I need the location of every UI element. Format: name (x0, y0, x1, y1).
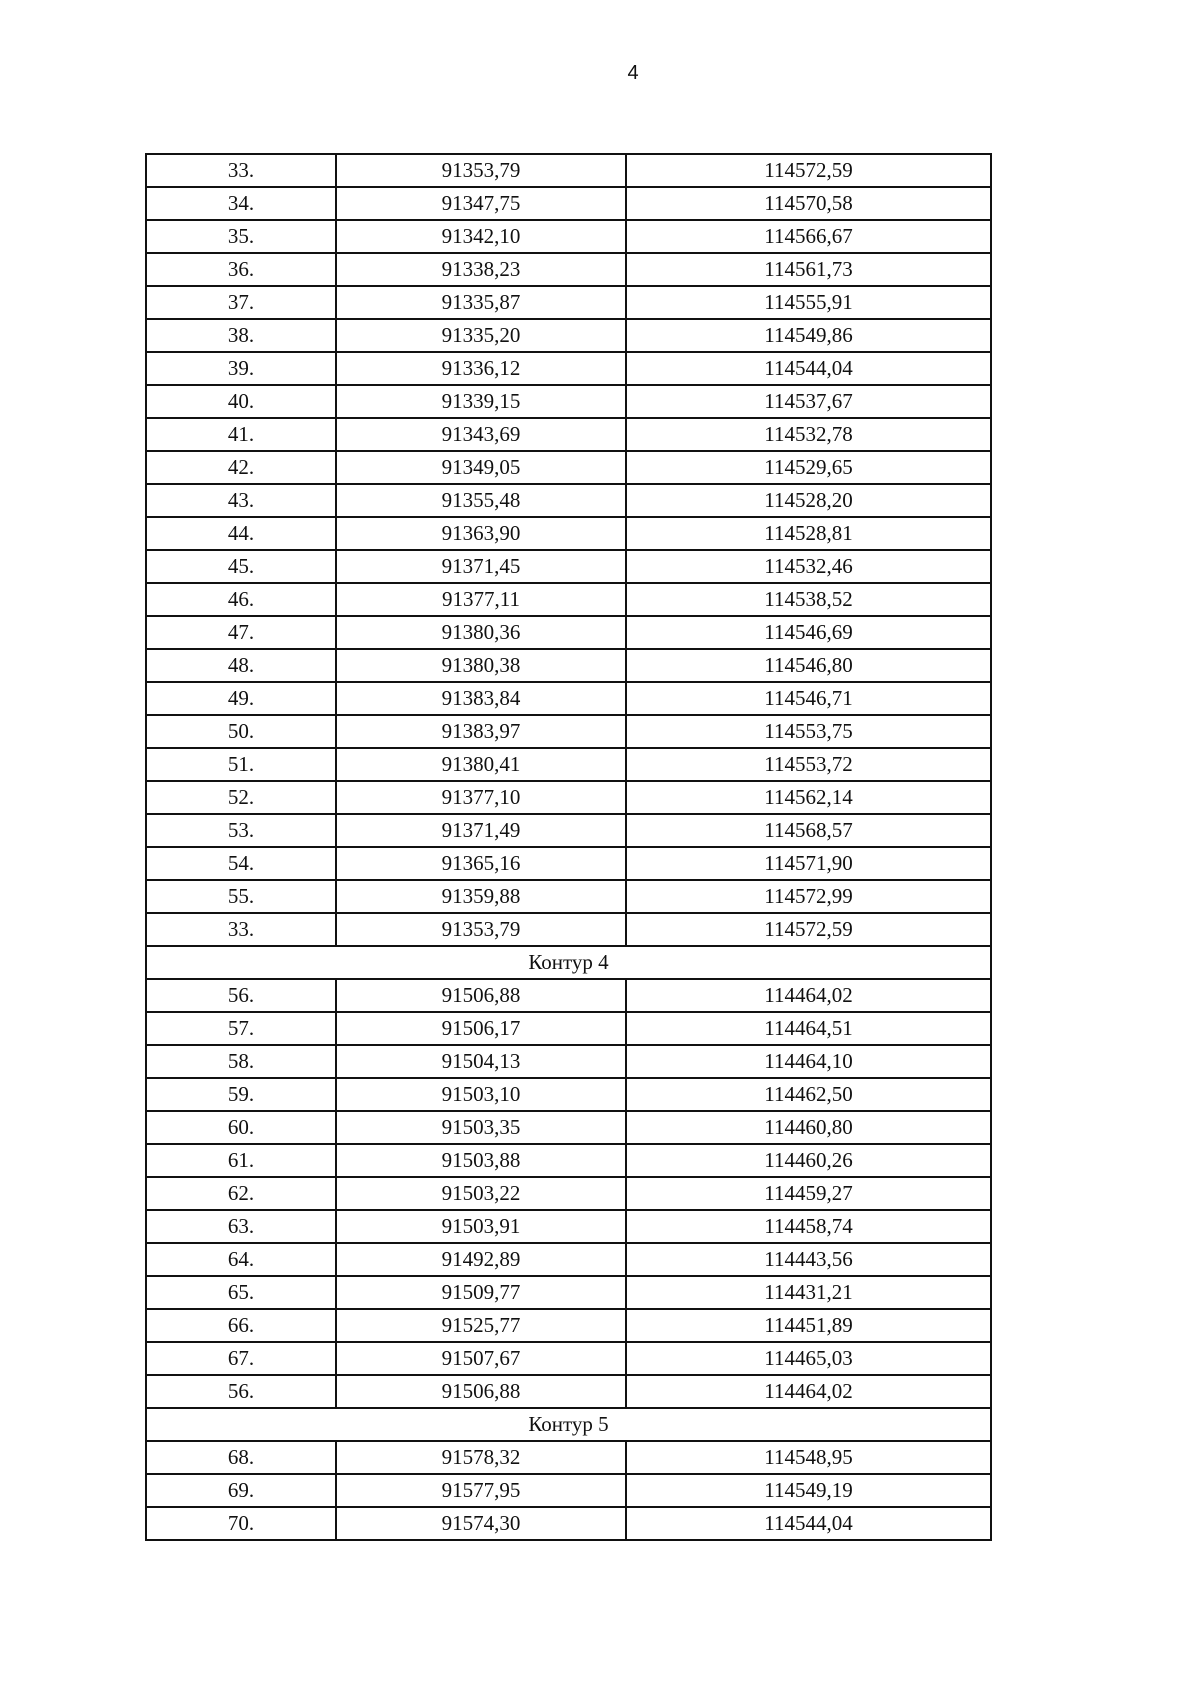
x-coordinate-cell: 91359,88 (336, 880, 626, 913)
x-coordinate-cell: 91503,22 (336, 1177, 626, 1210)
point-number-cell: 45. (146, 550, 336, 583)
point-number-cell: 64. (146, 1243, 336, 1276)
point-number-cell: 35. (146, 220, 336, 253)
table-row (146, 187, 991, 220)
point-number-cell: 60. (146, 1111, 336, 1144)
point-number-cell: 65. (146, 1276, 336, 1309)
y-coordinate-cell: 114572,59 (626, 154, 991, 187)
table-row (146, 1276, 991, 1309)
point-number-cell: 61. (146, 1144, 336, 1177)
point-number-cell: 50. (146, 715, 336, 748)
x-coordinate-cell: 91363,90 (336, 517, 626, 550)
x-coordinate-cell: 91343,69 (336, 418, 626, 451)
table-row (146, 1474, 991, 1507)
y-coordinate-cell: 114571,90 (626, 847, 991, 880)
point-number-cell: 44. (146, 517, 336, 550)
point-number-cell: 51. (146, 748, 336, 781)
x-coordinate-cell: 91503,10 (336, 1078, 626, 1111)
point-number-cell: 52. (146, 781, 336, 814)
y-coordinate-cell: 114528,81 (626, 517, 991, 550)
point-number-cell: 56. (146, 979, 336, 1012)
y-coordinate-cell: 114464,10 (626, 1045, 991, 1078)
point-number-cell: 49. (146, 682, 336, 715)
x-coordinate-cell: 91504,13 (336, 1045, 626, 1078)
y-coordinate-cell: 114529,65 (626, 451, 991, 484)
point-number-cell: 43. (146, 484, 336, 517)
x-coordinate-cell: 91380,38 (336, 649, 626, 682)
y-coordinate-cell: 114528,20 (626, 484, 991, 517)
coordinates-table-body (146, 154, 991, 1540)
point-number-cell: 67. (146, 1342, 336, 1375)
x-coordinate-cell: 91371,45 (336, 550, 626, 583)
section-row (146, 1408, 991, 1441)
point-number-cell: 37. (146, 286, 336, 319)
x-coordinate-cell: 91365,16 (336, 847, 626, 880)
table-row (146, 781, 991, 814)
y-coordinate-cell: 114570,58 (626, 187, 991, 220)
x-coordinate-cell: 91383,84 (336, 682, 626, 715)
y-coordinate-cell: 114532,46 (626, 550, 991, 583)
x-coordinate-cell: 91506,88 (336, 1375, 626, 1408)
x-coordinate-cell: 91509,77 (336, 1276, 626, 1309)
point-number-cell: 33. (146, 913, 336, 946)
y-coordinate-cell: 114553,75 (626, 715, 991, 748)
table-row (146, 583, 991, 616)
table-row (146, 913, 991, 946)
point-number-cell: 58. (146, 1045, 336, 1078)
point-number-cell: 34. (146, 187, 336, 220)
table-row (146, 385, 991, 418)
x-coordinate-cell: 91347,75 (336, 187, 626, 220)
y-coordinate-cell: 114462,50 (626, 1078, 991, 1111)
y-coordinate-cell: 114568,57 (626, 814, 991, 847)
point-number-cell: 47. (146, 616, 336, 649)
table-row (146, 1177, 991, 1210)
point-number-cell: 48. (146, 649, 336, 682)
table-row (146, 319, 991, 352)
table-row (146, 1144, 991, 1177)
y-coordinate-cell: 114555,91 (626, 286, 991, 319)
point-number-cell: 36. (146, 253, 336, 286)
y-coordinate-cell: 114465,03 (626, 1342, 991, 1375)
point-number-cell: 62. (146, 1177, 336, 1210)
x-coordinate-cell: 91377,11 (336, 583, 626, 616)
table-row (146, 616, 991, 649)
table-row (146, 1342, 991, 1375)
table-row (146, 1243, 991, 1276)
x-coordinate-cell: 91353,79 (336, 913, 626, 946)
table-row (146, 1012, 991, 1045)
point-number-cell: 33. (146, 154, 336, 187)
x-coordinate-cell: 91380,36 (336, 616, 626, 649)
y-coordinate-cell: 114572,59 (626, 913, 991, 946)
point-number-cell: 70. (146, 1507, 336, 1540)
table-row (146, 649, 991, 682)
point-number-cell: 46. (146, 583, 336, 616)
x-coordinate-cell: 91349,05 (336, 451, 626, 484)
x-coordinate-cell: 91338,23 (336, 253, 626, 286)
table-row (146, 1078, 991, 1111)
table-row (146, 880, 991, 913)
table-row (146, 1507, 991, 1540)
y-coordinate-cell: 114460,26 (626, 1144, 991, 1177)
table-row (146, 748, 991, 781)
point-number-cell: 40. (146, 385, 336, 418)
point-number-cell: 66. (146, 1309, 336, 1342)
y-coordinate-cell: 114532,78 (626, 418, 991, 451)
table-row (146, 1441, 991, 1474)
table-row (146, 286, 991, 319)
x-coordinate-cell: 91577,95 (336, 1474, 626, 1507)
point-number-cell: 59. (146, 1078, 336, 1111)
point-number-cell: 39. (146, 352, 336, 385)
table-row (146, 1210, 991, 1243)
y-coordinate-cell: 114546,69 (626, 616, 991, 649)
section-label: Контур 4 (146, 946, 991, 979)
x-coordinate-cell: 91574,30 (336, 1507, 626, 1540)
table-row (146, 682, 991, 715)
table-row (146, 154, 991, 187)
y-coordinate-cell: 114549,86 (626, 319, 991, 352)
point-number-cell: 38. (146, 319, 336, 352)
point-number-cell: 53. (146, 814, 336, 847)
table-row (146, 1111, 991, 1144)
point-number-cell: 57. (146, 1012, 336, 1045)
table-row (146, 418, 991, 451)
x-coordinate-cell: 91503,88 (336, 1144, 626, 1177)
table-row (146, 451, 991, 484)
x-coordinate-cell: 91503,35 (336, 1111, 626, 1144)
point-number-cell: 54. (146, 847, 336, 880)
table-row (146, 253, 991, 286)
y-coordinate-cell: 114562,14 (626, 781, 991, 814)
table-row (146, 550, 991, 583)
x-coordinate-cell: 91506,17 (336, 1012, 626, 1045)
table-row (146, 517, 991, 550)
y-coordinate-cell: 114464,02 (626, 1375, 991, 1408)
y-coordinate-cell: 114460,80 (626, 1111, 991, 1144)
y-coordinate-cell: 114544,04 (626, 1507, 991, 1540)
y-coordinate-cell: 114544,04 (626, 352, 991, 385)
section-label: Контур 5 (146, 1408, 991, 1441)
y-coordinate-cell: 114451,89 (626, 1309, 991, 1342)
y-coordinate-cell: 114546,71 (626, 682, 991, 715)
point-number-cell: 56. (146, 1375, 336, 1408)
x-coordinate-cell: 91506,88 (336, 979, 626, 1012)
x-coordinate-cell: 91336,12 (336, 352, 626, 385)
y-coordinate-cell: 114548,95 (626, 1441, 991, 1474)
table-row (146, 352, 991, 385)
y-coordinate-cell: 114459,27 (626, 1177, 991, 1210)
x-coordinate-cell: 91342,10 (336, 220, 626, 253)
x-coordinate-cell: 91383,97 (336, 715, 626, 748)
y-coordinate-cell: 114538,52 (626, 583, 991, 616)
y-coordinate-cell: 114546,80 (626, 649, 991, 682)
x-coordinate-cell: 91503,91 (336, 1210, 626, 1243)
table-row (146, 1045, 991, 1078)
x-coordinate-cell: 91355,48 (336, 484, 626, 517)
y-coordinate-cell: 114553,72 (626, 748, 991, 781)
y-coordinate-cell: 114458,74 (626, 1210, 991, 1243)
point-number-cell: 42. (146, 451, 336, 484)
x-coordinate-cell: 91380,41 (336, 748, 626, 781)
y-coordinate-cell: 114537,67 (626, 385, 991, 418)
x-coordinate-cell: 91371,49 (336, 814, 626, 847)
x-coordinate-cell: 91339,15 (336, 385, 626, 418)
table-row (146, 220, 991, 253)
x-coordinate-cell: 91335,20 (336, 319, 626, 352)
point-number-cell: 69. (146, 1474, 336, 1507)
table-row (146, 847, 991, 880)
point-number-cell: 41. (146, 418, 336, 451)
x-coordinate-cell: 91353,79 (336, 154, 626, 187)
x-coordinate-cell: 91507,67 (336, 1342, 626, 1375)
x-coordinate-cell: 91492,89 (336, 1243, 626, 1276)
x-coordinate-cell: 91335,87 (336, 286, 626, 319)
point-number-cell: 63. (146, 1210, 336, 1243)
table-row (146, 1375, 991, 1408)
table-row (146, 715, 991, 748)
point-number-cell: 68. (146, 1441, 336, 1474)
table-row (146, 1309, 991, 1342)
table-row (146, 979, 991, 1012)
page-number: 4 (627, 62, 639, 84)
y-coordinate-cell: 114561,73 (626, 253, 991, 286)
y-coordinate-cell: 114464,51 (626, 1012, 991, 1045)
y-coordinate-cell: 114572,99 (626, 880, 991, 913)
y-coordinate-cell: 114431,21 (626, 1276, 991, 1309)
x-coordinate-cell: 91578,32 (336, 1441, 626, 1474)
x-coordinate-cell: 91377,10 (336, 781, 626, 814)
point-number-cell: 55. (146, 880, 336, 913)
x-coordinate-cell: 91525,77 (336, 1309, 626, 1342)
y-coordinate-cell: 114566,67 (626, 220, 991, 253)
section-row (146, 946, 991, 979)
table-row (146, 814, 991, 847)
y-coordinate-cell: 114443,56 (626, 1243, 991, 1276)
y-coordinate-cell: 114549,19 (626, 1474, 991, 1507)
y-coordinate-cell: 114464,02 (626, 979, 991, 1012)
table-row (146, 484, 991, 517)
coordinates-table (145, 153, 992, 1541)
